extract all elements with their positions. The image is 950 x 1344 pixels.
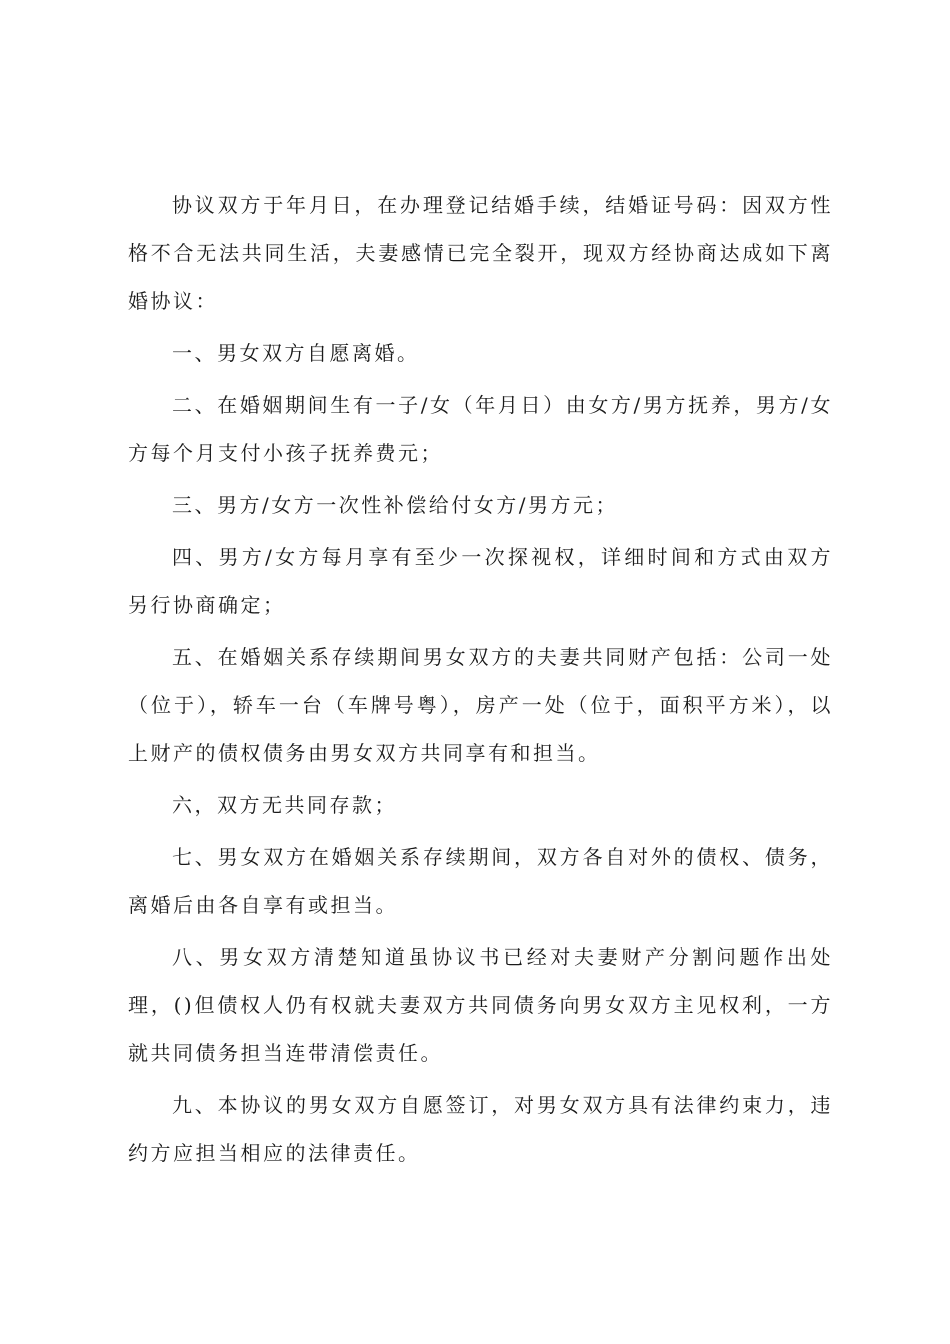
clause-7-paragraph: 七、男女双方在婚姻关系存续期间，双方各自对外的债权、债务，离婚后由各自享有或担当。 xyxy=(128,845,833,917)
clause-9-paragraph: 九、本协议的男女双方自愿签订，对男女双方具有法律约束力，违约方应担当相应的法律责任。 xyxy=(128,1093,833,1165)
clause-6-paragraph: 六，双方无共同存款； xyxy=(172,793,397,817)
clause-8-paragraph: 八、男女双方清楚知道虽协议书已经对夫妻财产分割问题作出处理，()但债权人仍有权就夫妻双方共同债务向男女双方主见权利，一方就共同债务担当连带清偿责任。 xyxy=(128,945,833,1065)
document-body xyxy=(128,181,833,1181)
clause-4-paragraph: 四、男方/女方每月享有至少一次探视权，详细时间和方式由双方另行协商确定； xyxy=(128,545,833,617)
clause-5-paragraph: 五、在婚姻关系存续期间男女双方的夫妻共同财产包括：公司一处（位于），轿车一台（车牌号粤），房产一处（位于，面积平方米），以上财产的债权债务由男女双方共同享有和担当。 xyxy=(128,645,833,765)
clause-2-paragraph: 二、在婚姻期间生有一子/女（年月日）由女方/男方抚养，男方/女方每个月支付小孩子抚养费元； xyxy=(128,393,833,465)
intro-paragraph: 协议双方于年月日，在办理登记结婚手续，结婚证号码：因双方性格不合无法共同生活，夫妻感情已完全裂开，现双方经协商达成如下离婚协议： xyxy=(128,193,833,313)
clause-1-paragraph: 一、男女双方自愿离婚。 xyxy=(172,341,420,365)
clause-3-paragraph: 三、男方/女方一次性补偿给付女方/男方元； xyxy=(172,493,618,517)
